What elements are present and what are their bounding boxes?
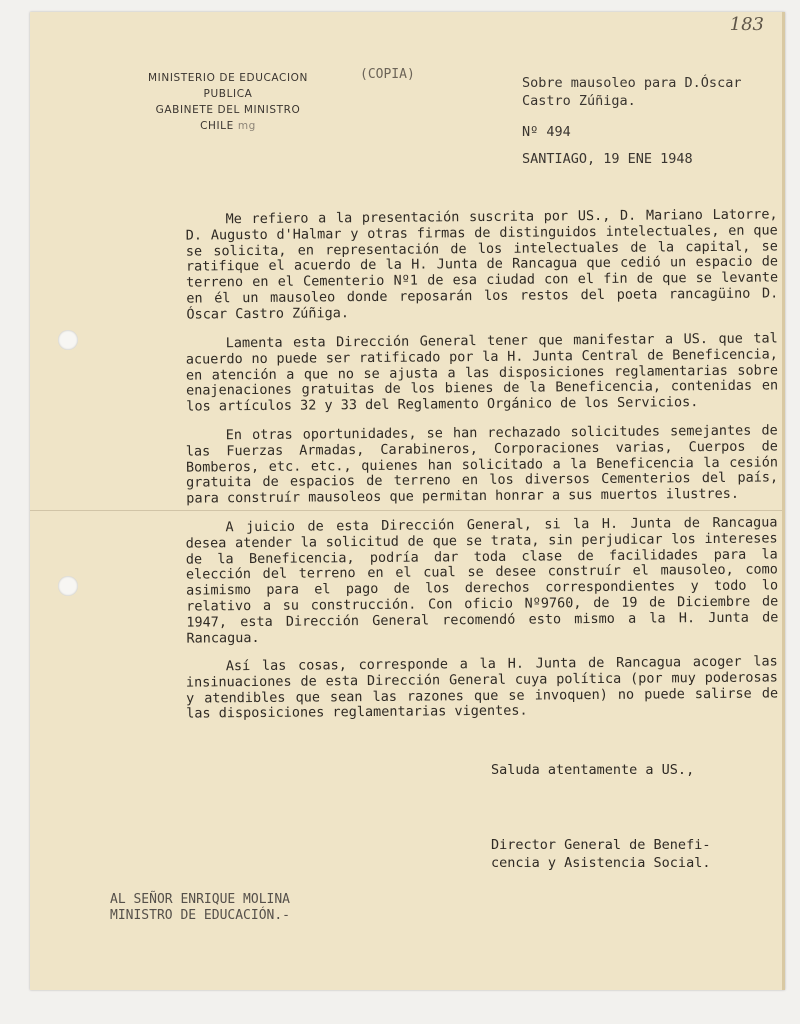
paragraph-4: A juicio de esta Dirección General, si la H. Junta de Rancagua desea atender la solicitud de que se trata, sin perjudicar los intereses de la Beneficencia, podría dar toda clase de facilidades para la elección del terreno en el cual se desee construír el mausoleo, como asimismo para el pago de los derechos correspondientes y todo lo relativo a su construcción. Con oficio Nº9760, de 19 de Diciembre de 1947, esta Dirección General recomendó esto mismo a la H. Junta de Rancagua. <box>185 513 779 646</box>
punch-hole-top <box>58 330 78 350</box>
addressee-line-2: MINISTRO DE EDUCACIÓN.- <box>110 908 291 923</box>
closing-salutation: Saluda atentamente a US., <box>491 762 695 778</box>
letterhead-ministry: MINISTERIO DE EDUCACION PUBLICA <box>148 72 308 100</box>
addressee-block <box>110 892 290 924</box>
signature-block <box>491 836 710 872</box>
typist-initials: mg <box>237 120 256 132</box>
letter-page <box>30 12 785 990</box>
subject-line-1: Sobre mausoleo para D.Óscar <box>522 75 742 91</box>
page-number: 183 <box>729 14 764 35</box>
punch-hole-bottom <box>58 576 78 596</box>
place-date: SANTIAGO, 19 ENE 1948 <box>522 151 693 167</box>
signature-line-1: Director General de Benefi- <box>491 837 711 853</box>
reference-number: Nº 494 <box>522 124 571 140</box>
subject-block <box>522 74 741 110</box>
letterhead <box>128 70 328 134</box>
subject-line-2: Castro Zúñiga. <box>522 93 636 109</box>
addressee-line-1: AL SEÑOR ENRIQUE MOLINA <box>110 892 291 907</box>
paragraph-1: Me refiero a la presentación suscrita por US., D. Mariano Latorre, D. Augusto d'Halmar y otras firmas de distinguidos intelectuales, en que se solicita, en representación de los intelectuales de la capital, se ratifique el acuerdo de la H. Junta de Rancagua que cedió un espacio de terreno en el Cementerio Nº1 de esa ciudad con el fin de que se levante en él un mausoleo donde reposarán los restos del poeta rancagüino D. Óscar Castro Zúñiga. <box>185 206 779 323</box>
paragraph-2: Lamenta esta Dirección General tener que manifestar a US. que tal acuerdo no puede ser ratificado por la H. Junta Central de Beneficencia, en atención a que no se ajusta a las disposiciones reglamentarias sobre enajenaciones gratuitas de los bienes de la Beneficencia, contenidas en los artículos 32 y 33 del Reglamento Orgánico de los Servicios. <box>185 329 779 415</box>
letter-body <box>185 206 779 733</box>
copy-mark: (COPIA) <box>360 67 415 82</box>
paragraph-5: Así las cosas, corresponde a la H. Junta de Rancagua acoger las insinuaciones de esta Dirección General cuya política (por muy poderosas y atendibles que sean las razones que se invoquen) no puede salirse de las disposiciones reglamentarias vigentes. <box>185 653 779 722</box>
signature-line-2: cencia y Asistencia Social. <box>491 855 711 871</box>
letterhead-country: CHILE <box>200 120 234 132</box>
letterhead-cabinet: GABINETE DEL MINISTRO <box>155 104 301 116</box>
paragraph-3: En otras oportunidades, se han rechazado solicitudes semejantes de las Fuerzas Armadas, Carabineros, Corporaciones varias, Cuerpos de Bomberos, etc. etc., quienes han solicitado a la Beneficencia la cesión gratuita de espacios de terreno en los diversos Cementerios del país, para construír mausoleos que permitan honrar a sus muertos ilustres. <box>185 421 779 507</box>
